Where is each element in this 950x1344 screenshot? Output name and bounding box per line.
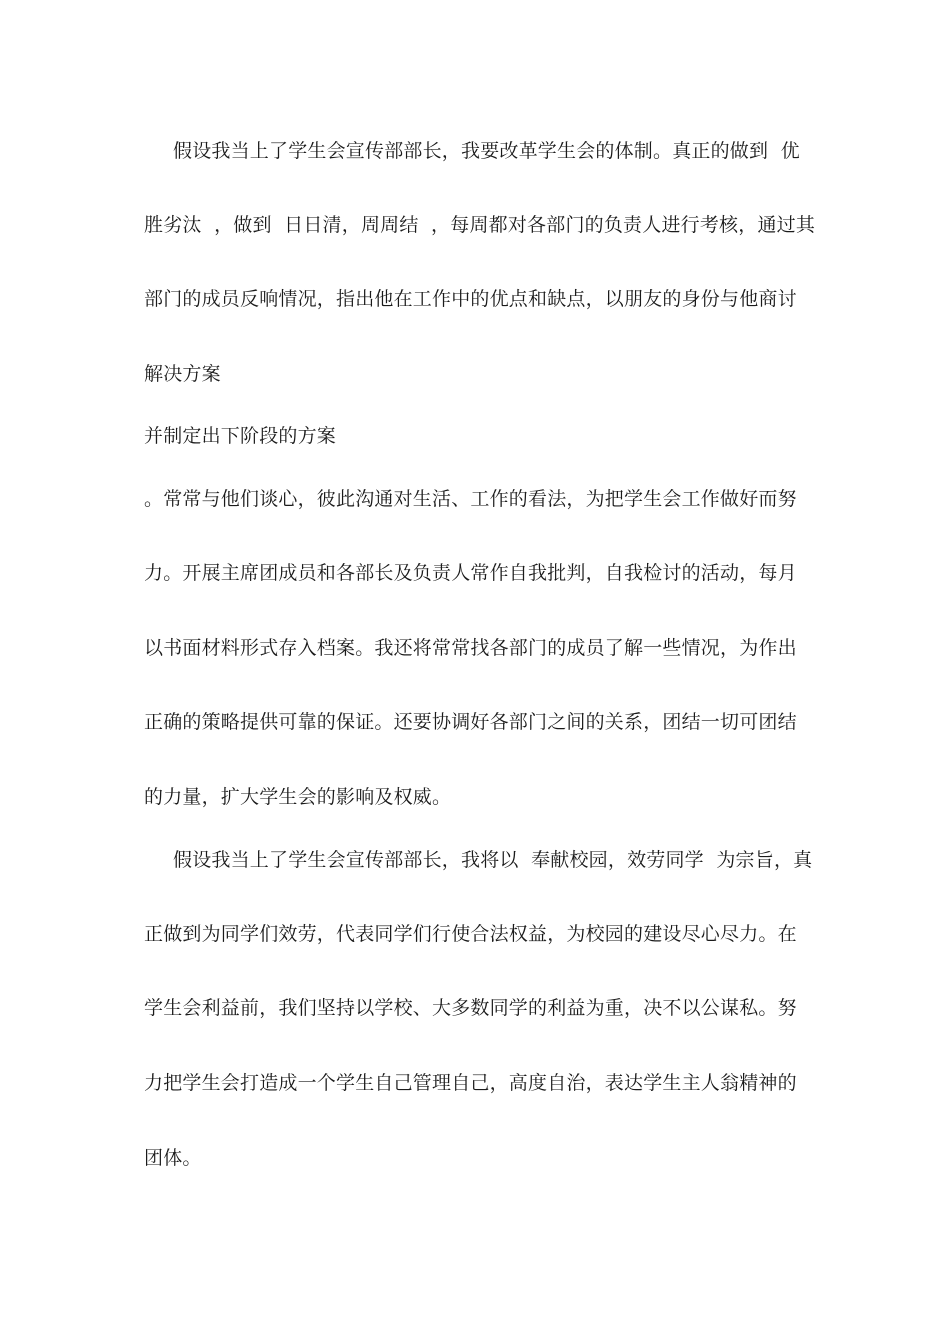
paragraph-4-line-1: 假设我当上了学生会宣传部部长，我将以 奉献校园，效劳同学 为宗旨，真 [173,849,813,871]
paragraph-1-line-1: 假设我当上了学生会宣传部部长，我要改革学生会的体制。真正的做到 优 [173,140,800,162]
paragraph-4-line-2: 正做到为同学们效劳，代表同学们行使合法权益，为校园的建设尽心尽力。在 [144,923,797,945]
paragraph-1-line-4: 解决方案 [144,363,221,385]
paragraph-1-line-2: 胜劣汰 ，做到 日日清，周周结 ，每周都对各部门的负责人进行考核，通过其 [144,214,816,236]
paragraph-4-line-5: 团体。 [144,1147,202,1169]
paragraph-2-line-1: 并制定出下阶段的方案 [144,425,337,447]
paragraph-3-line-4: 正确的策略提供可靠的保证。还要协调好各部门之间的关系，团结一切可团结 [144,711,797,733]
paragraph-3-line-3: 以书面材料形式存入档案。我还将常常找各部门的成员了解一些情况，为作出 [144,637,797,659]
paragraph-3-line-5: 的力量，扩大学生会的影响及权威。 [144,786,452,808]
paragraph-4-line-3: 学生会利益前，我们坚持以学校、大多数同学的利益为重，决不以公谋私。努 [144,997,797,1019]
paragraph-4-line-4: 力把学生会打造成一个学生自己管理自己，高度自治，表达学生主人翁精神的 [144,1072,797,1094]
paragraph-3-line-2: 力。开展主席团成员和各部长及负责人常作自我批判，自我检讨的活动，每月 [144,562,797,584]
paragraph-3-line-1: 。常常与他们谈心，彼此沟通对生活、工作的看法，为把学生会工作做好而努 [144,488,797,510]
paragraph-1-line-3: 部门的成员反响情况，指出他在工作中的优点和缺点，以朋友的身份与他商讨 [144,288,797,310]
